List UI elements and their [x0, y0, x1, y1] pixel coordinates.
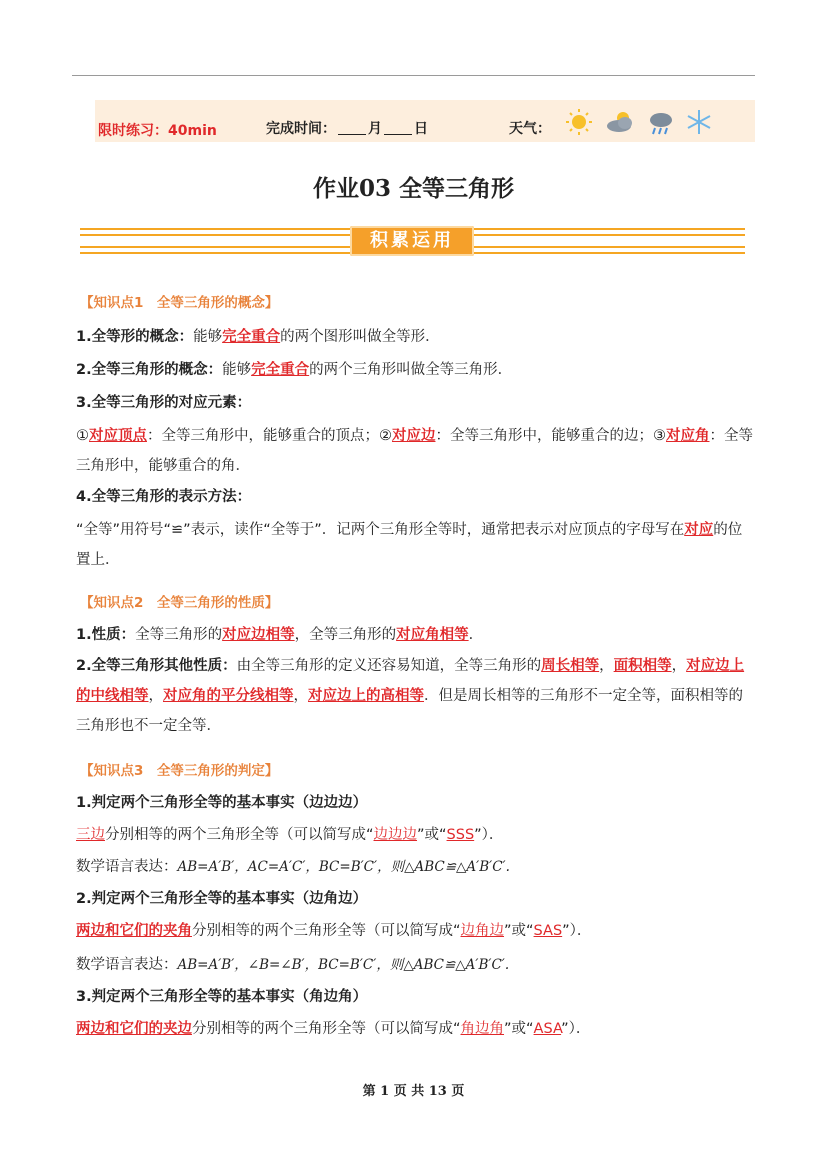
- k1-l3-answer-2: 对应边: [392, 428, 436, 444]
- k2-l1-answer-2: 对应角相等: [396, 627, 469, 643]
- k1-l2-answer: 完全重合: [251, 362, 310, 378]
- k3-sss-line: [76, 820, 756, 850]
- sun-icon[interactable]: [566, 109, 592, 135]
- k3-sss-math-label: 数学语言表达：: [76, 859, 178, 875]
- knowledge-point-2-heading: 【知识点2 全等三角形的性质】: [80, 595, 279, 611]
- k3-sss-heading: [76, 788, 756, 818]
- k3-sas-answer-2: 边角边: [460, 923, 505, 939]
- k3-asa-a: 分别相等的两个三角形全等（可以简写成“: [192, 1021, 461, 1037]
- k1-l3-answer-1: 对应顶点: [89, 428, 147, 444]
- section-ribbon: [80, 226, 745, 256]
- k3-sss-b: ”或“: [417, 827, 447, 843]
- k2-l1-answer-1: 对应边相等: [222, 627, 295, 643]
- k3-sss-answer-3: SSS: [446, 827, 475, 843]
- k2-l1-c: ．: [468, 627, 484, 643]
- k2-l2-answer-3: 对应边上的中线相等: [76, 658, 745, 704]
- completion-time-label: 完成时间：: [266, 121, 336, 137]
- practice-banner: [95, 100, 755, 142]
- k3-sas-c: ”）．: [562, 923, 592, 939]
- k3-sss-answer-2: 边边边: [373, 827, 418, 843]
- k3-asa-b: ”或“: [504, 1021, 534, 1037]
- k2-l2-s2: ，: [671, 658, 687, 674]
- completion-time: [266, 118, 428, 138]
- k2-l2-s3: ，: [148, 688, 163, 704]
- k3-sas-answer-1: 两边和它们的夹角: [76, 923, 192, 939]
- day-label: 日: [414, 121, 428, 137]
- k1-line-4: [76, 482, 756, 512]
- k3-sas-head: 2.判定两个三角形全等的基本事实（边角边）: [76, 891, 368, 907]
- k3-sas-line: [76, 916, 756, 946]
- k2-l2-answer-5: 对应边上的高相等: [308, 688, 424, 704]
- k2-l2-head: 2.全等三角形其他性质：: [76, 658, 237, 674]
- k2-line-2: [76, 651, 756, 741]
- k3-asa-line: [76, 1014, 756, 1044]
- k3-sss-c: ”）．: [474, 827, 504, 843]
- k3-sss-math: AB=A′B′，AC=A′C′，BC=B′C′，则△ABC≌△A′B′C′.: [177, 859, 510, 875]
- k3-asa-answer-2: 角边角: [460, 1021, 505, 1037]
- k2-l2-a: 由全等三角形的定义还容易知道，全等三角形的: [236, 658, 542, 674]
- time-limit: 限时练习：40min: [98, 123, 217, 139]
- k2-l1-head: 1.性质：: [76, 627, 136, 643]
- k1-l3-c1: ①: [76, 428, 89, 444]
- ribbon-label: 积累运用: [350, 226, 474, 256]
- k1-line-3: [76, 388, 756, 418]
- k3-sas-math-line: [76, 950, 756, 980]
- k2-l2-answer-4: 对应角的平分线相等: [163, 688, 294, 704]
- k1-l1-a: 能够: [193, 329, 223, 345]
- weather-label: 天气：: [509, 121, 551, 137]
- cloudy-icon[interactable]: [607, 112, 632, 132]
- k2-line-1: [76, 620, 756, 650]
- k3-sss-head: 1.判定两个三角形全等的基本事实（边边边）: [76, 795, 368, 811]
- k3-sas-math-label: 数学语言表达：: [76, 957, 178, 973]
- k1-line-4-body: [76, 515, 756, 575]
- k1-l4-answer: 对应: [684, 522, 714, 538]
- k2-l2-s4: ，: [293, 688, 308, 704]
- k1-l2-b: 的两个三角形叫做全等三角形．: [309, 362, 513, 378]
- k3-sss-a: 分别相等的两个三角形全等（可以简写成“: [105, 827, 374, 843]
- k1-line-3-body: [76, 421, 756, 481]
- k1-l4-head: 4.全等三角形的表示方法：: [76, 489, 252, 505]
- k3-sas-a: 分别相等的两个三角形全等（可以简写成“: [192, 923, 461, 939]
- month-blank[interactable]: [338, 120, 366, 135]
- k1-l3-t3: ：全等三角形中，能够重合的角．: [76, 428, 753, 474]
- k2-l1-b: ，全等三角形的: [294, 627, 397, 643]
- k1-l3-t1: ：全等三角形中，能够重合的顶点；②: [147, 428, 392, 444]
- k1-l1-b: 的两个图形叫做全等形．: [280, 329, 440, 345]
- month-label: 月: [368, 121, 382, 137]
- k2-l2-answer-2: 面积相等: [613, 658, 672, 674]
- k1-l3-t2: ：全等三角形中，能够重合的边；③: [435, 428, 666, 444]
- snow-icon[interactable]: [688, 110, 710, 134]
- knowledge-point-3-heading: 【知识点3 全等三角形的判定】: [80, 763, 279, 779]
- k2-l2-b: ．但是周长相等的三角形不一定全等，面积相等的三角形也不一定全等．: [76, 688, 743, 734]
- k1-l2-head: 2.全等三角形的概念：: [76, 362, 223, 378]
- k1-line-2: [76, 355, 756, 385]
- k3-sas-heading: [76, 884, 756, 914]
- header-rule: [72, 75, 755, 76]
- k1-l2-a: 能够: [222, 362, 252, 378]
- k3-sas-answer-3: SAS: [533, 923, 563, 939]
- page-title: 作业03 全等三角形: [312, 175, 514, 202]
- k1-l4-b: 的位置上．: [76, 522, 743, 568]
- k2-l2-s1: ，: [599, 658, 614, 674]
- knowledge-point-1-heading: 【知识点1 全等三角形的概念】: [80, 295, 279, 311]
- page-footer: 第 1 页 共 13 页: [362, 1084, 465, 1099]
- k2-l2-answer-1: 周长相等: [541, 658, 600, 674]
- k3-asa-c: ”）．: [561, 1021, 591, 1037]
- k1-l1-answer: 完全重合: [222, 329, 281, 345]
- k1-l1-head: 1.全等形的概念：: [76, 329, 194, 345]
- k3-asa-heading: [76, 982, 756, 1012]
- k3-sss-math-line: [76, 852, 756, 882]
- rain-icon[interactable]: [650, 113, 672, 134]
- day-blank[interactable]: [384, 120, 412, 135]
- k1-l4-a: “全等”用符号“≌”表示，读作“全等于”．记两个三角形全等时，通常把表示对应顶点的字母写在: [76, 522, 685, 538]
- k1-l3-head: 3.全等三角形的对应元素：: [76, 395, 252, 411]
- k3-sss-answer-1: 三边: [76, 827, 105, 843]
- k3-sas-b: ”或“: [504, 923, 534, 939]
- k1-line-1: [76, 322, 756, 352]
- k3-asa-head: 3.判定两个三角形全等的基本事实（角边角）: [76, 989, 368, 1005]
- k2-l1-a: 全等三角形的: [135, 627, 223, 643]
- k3-asa-answer-1: 两边和它们的夹边: [76, 1021, 192, 1037]
- k3-sas-math: AB=A′B′，∠B=∠B′，BC=B′C′，则△ABC≌△A′B′C′.: [177, 957, 510, 973]
- k1-l3-answer-3: 对应角: [666, 428, 710, 444]
- k3-asa-answer-3: ASA: [533, 1021, 562, 1037]
- weather-icons: [565, 106, 715, 138]
